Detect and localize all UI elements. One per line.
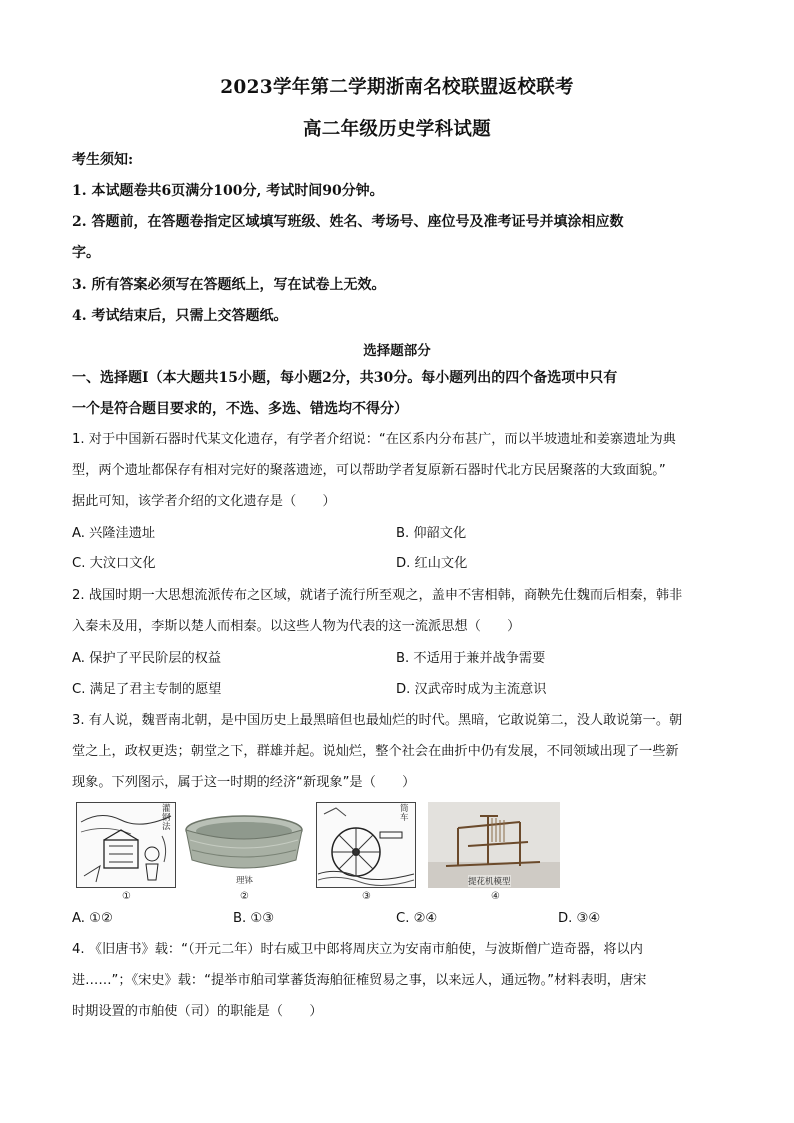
image-4-label: 提花机模型 [468,877,511,887]
question-1-text-2: 型，两个遗址都保存有相对完好的聚落遗迹，可以帮助学者复原新石器时代北方民居聚落的大致面貌。” [72,463,666,478]
question-3-option-b: B. ①③ [233,911,275,926]
image-4-caption: ④ [491,891,500,902]
question-1-option-b: B. 仰韶文化 [396,526,467,541]
question-4-text: 4. 《旧唐书》载：“（开元二年）时右威卫中郎将周庆立为安南市舶使，与波斯僧广造奇器，将以内 [72,942,643,957]
exam-subtitle: 高二年级历史学科试题 [302,119,491,140]
question-3-option-a: A. ①② [72,911,113,926]
image-loom-model [428,802,560,888]
question-4-text-2: 进……”；《宋史》载：“提举市舶司掌蕃货海舶征榷贸易之事，以来远人，通远物。”材料表明，唐宋 [72,973,647,988]
question-2-option-a: A. 保护了平民阶层的权益 [72,651,222,666]
image-steel-making [76,802,176,888]
question-2-text-2: 入秦未及用，李斯以楚人而相秦。以这些人物为代表的这一流派思想（ ） [72,619,521,634]
image-2-caption: ② [240,891,249,902]
question-3-text: 3. 有人说，魏晋南北朝，是中国历史上最黑暗但也最灿烂的时代。黑暗，它敢说第二，没人敢说第一。朝 [72,713,683,728]
question-2-option-d: D. 汉武帝时成为主流意识 [396,682,547,697]
notice-heading: 考生须知: [72,152,134,168]
section-title: 选择题部分 [363,343,431,359]
image-basin [178,802,310,888]
question-4-text-3: 时期设置的市舶使（司）的职能是（ ） [72,1004,323,1019]
notice-item-2-cont: 字。 [72,245,100,261]
section-intro-cont: 一个是符合题目要求的，不选、多选、错选均不得分） [72,401,408,417]
question-3-text-3: 现象。下列图示，属于这一时期的经济“新现象”是（ ） [72,775,416,790]
notice-item-4: 4. 考试结束后，只需上交答题纸。 [72,308,288,324]
image-1-label: 灌钢法 [162,804,171,832]
exam-title: 2023学年第二学期浙南名校联盟返校联考 [220,77,574,98]
question-2-text: 2. 战国时期一大思想流派传布之区域，就诸子流行所至观之，盖申不害相韩，商鞅先仕魏而后相秦，韩非 [72,588,683,603]
notice-item-1: 1. 本试题卷共6页满分100分, 考试时间90分钟。 [72,183,384,199]
notice-item-3: 3. 所有答案必须写在答题纸上，写在试卷上无效。 [72,277,386,293]
question-2-option-b: B. 不适用于兼并战争需要 [396,651,546,666]
question-3-text-2: 堂之上，政权更迭；朝堂之下，群雄并起。说灿烂，整个社会在曲折中仍有发展，不同领域出现了一些新 [72,744,679,759]
question-1-option-d: D. 红山文化 [396,556,468,571]
question-2-option-c: C. 满足了君主专制的愿望 [72,682,222,697]
notice-item-2: 2. 答题前，在答题卷指定区域填写班级、姓名、考场号、座位号及准考证号并填涂相应数 [72,214,624,230]
question-1-option-a: A. 兴隆洼遗址 [72,526,156,541]
question-3-option-c: C. ②④ [396,911,438,926]
image-3-label: 筒车 [400,804,409,823]
question-3-option-d: D. ③④ [558,911,601,926]
image-1-caption: ① [122,891,131,902]
question-1-text: 1. 对于中国新石器时代某文化遗存，有学者介绍说：“在区系内分布甚广，而以半坡遗址和姜寨遗址为典 [72,432,676,447]
image-water-wheel [316,802,416,888]
section-intro: 一、选择题Ⅰ（本大题共15小题，每小题2分，共30分。每小题列出的四个备选项中只有 [72,370,618,386]
question-1-text-3: 据此可知，该学者介绍的文化遗存是（ ） [72,494,336,509]
question-1-option-c: C. 大汶口文化 [72,556,156,571]
image-3-caption: ③ [362,891,371,902]
image-2-label: 理钵 [236,876,254,886]
